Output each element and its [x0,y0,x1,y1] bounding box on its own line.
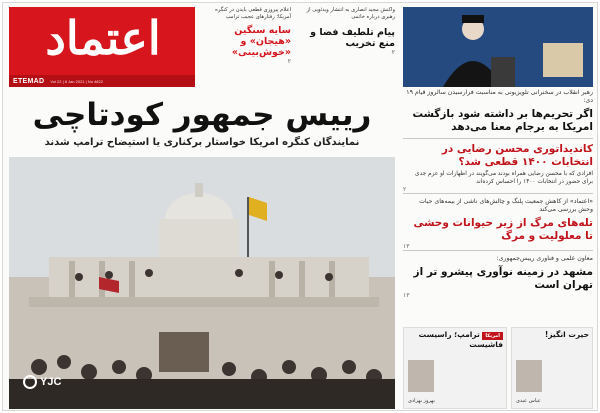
agency-logo-icon [23,375,37,389]
opinion-box-left-header [404,328,506,351]
right-column [403,89,593,299]
opinion-box-left [403,327,507,409]
lead-kicker: رهبر انقلاب در سخنرانی تلویزیونی به مناسبت فرارسیدن سالروز قیام ۱۹ دی: [406,89,593,104]
teaser-mid-headline: پیام تلطیف فضا و منع تخریب [310,27,395,49]
main-headline: رییس جمهور کودتاچی [32,97,372,133]
story2-body: افرادی که با محسن رضایی همراه بودند می‌گویند در اظهارات او عزم جدی برای حضور در انتخابات ۱۴۰۰ را احساس کرده‌اند [415,171,593,185]
masthead-bar [9,75,195,87]
story3-kicker: «اعتماد» از کاهش جمعیت پلنگ و چالش‌های ناشی از بیمه‌های حیات وحش بررسی می‌کند [419,198,593,213]
columnist-photo [408,360,434,392]
masthead [9,7,195,87]
opinion-box-right-title: حیرت انگیز! [544,330,589,339]
story4-page: ۱۳ [403,292,410,299]
story4-kicker: معاون علمی و فناوری رییس‌جمهوری: [496,255,593,262]
issue-info: Vol 22 | 8 Jan 2021 | No 4822 [50,78,103,84]
divider [403,250,593,251]
section-tag: امریکا [482,332,503,340]
photo-credit-text: YJC [40,376,62,388]
teaser-left-headline: سایه سنگین «هیجان» و «خوش‌بینی» [231,25,291,58]
columnist-name: عباس عبدی [516,398,541,404]
lead-headline: اگر تحریم‌ها بر داشته شود بازگشت امریکا به برجام معنا می‌دهد [412,108,593,133]
teaser-mid [295,7,395,87]
teaser-left-page: ۲ [287,58,291,65]
story2-page: ۲ [403,186,407,193]
opinion-box-right [511,327,593,409]
main-photo [9,157,395,409]
opinion-boxes [403,327,593,409]
latin-title: ETEMAD [13,77,45,85]
columnist-photo [516,360,542,392]
teaser-mid-page: ۲ [391,49,395,56]
newspaper-front-page [2,2,598,411]
story2-headline: کاندیداتوری محسن رضایی در انتخابات ۱۴۰۰ قطعی شد؟ [441,143,593,168]
leader-photo-illustration [403,7,593,87]
columnist-name: بهروز بهزادی [408,398,435,404]
story3-page: ۱۳ [403,243,410,250]
divider [403,193,593,194]
teaser-mid-kicker: واکنش مجید انصاری به انتشار ویدئویی از رهبری درباره خاتمی [306,7,395,20]
photo-credit [23,375,61,389]
teaser-left [199,7,291,87]
teaser-left-kicker: اعلام پیروزی قطعی بایدن در کنگره آمریکا؛ رفتارهای عجیب ترامپ [215,7,291,20]
story3-headline: تله‌های مرگ از زیر حیوانات وحشی تا معلولیت و مرگ [413,217,593,242]
main-subheadline: نمایندگان کنگره امریکا خواستار برکناری یا استیضاح ترامپ شدند [44,137,360,148]
opinion-box-left-title: ترامپ؛ راسیست فاشیست [418,330,503,349]
newspaper-logo: اعتماد [45,11,161,65]
leader-photo [403,7,593,87]
capitol-photo-illustration [9,157,395,409]
divider [403,138,593,139]
story4-headline: مشهد در زمینه نوآوری پیشرو تر از تهران است [413,266,593,291]
